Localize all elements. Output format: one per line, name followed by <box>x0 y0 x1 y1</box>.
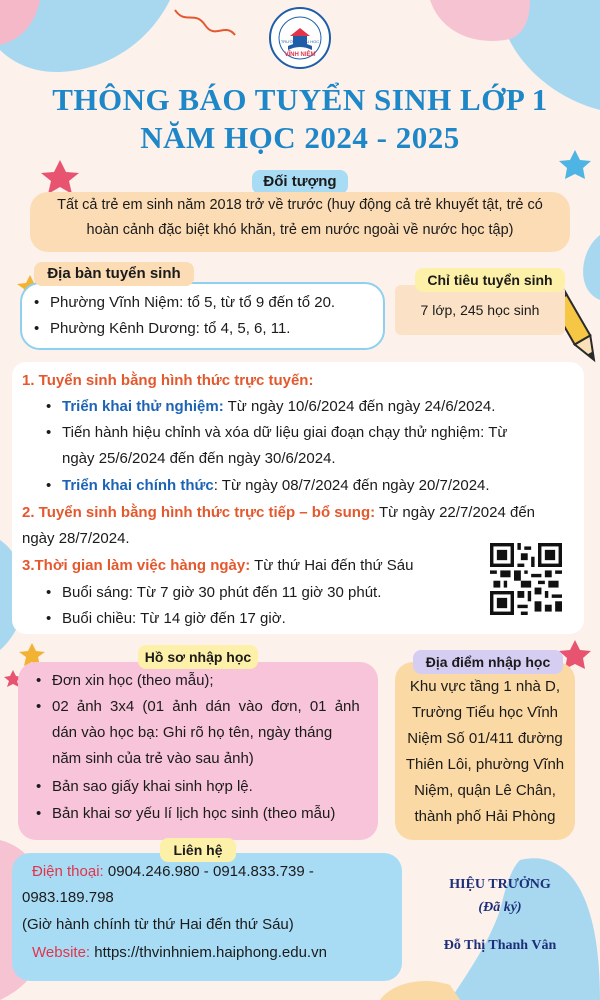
section3-text: Từ thứ Hai đến thứ Sáu <box>250 557 414 574</box>
ho-so-item-2-line1: • 02 ảnh 3x4 (01 ảnh dán vào đơn, 01 ảnh <box>52 698 360 715</box>
lien-he-label: Liên hệ <box>160 838 236 862</box>
lien-he-website-label: Website: <box>32 944 91 961</box>
dia-ban-item-2: • Phường Kênh Dương: tổ 4, 5, 6, 11. <box>50 320 290 337</box>
section2-text: Từ ngày 22/7/2024 đến <box>375 504 536 521</box>
section1-item-a <box>62 398 495 415</box>
section1-item-c-text: : Từ ngày 08/7/2024 đến ngày 20/7/2024. <box>213 477 490 494</box>
lien-he-phone-label: Điện thoại: <box>32 863 104 880</box>
signature-name: Đỗ Thị Thanh Vân <box>443 938 557 953</box>
dia-diem-line-3: Niệm Số 01/411 đường <box>407 730 563 747</box>
dia-ban-box <box>20 282 385 350</box>
section1-item-c-label: Triển khai chính thức <box>62 477 214 494</box>
section1-item-c <box>62 477 490 494</box>
chi-tieu-value: 7 lớp, 245 học sinh <box>420 302 540 318</box>
chi-tieu-label: Chỉ tiêu tuyển sinh <box>415 268 565 292</box>
section2-title: 2. Tuyển sinh bằng hình thức trực tiếp – bổ sung: <box>22 504 376 521</box>
page-title-line2: NĂM HỌC 2024 - 2025 <box>140 120 460 155</box>
ho-so-item-3: • Bản sao giấy khai sinh hợp lệ. <box>52 778 253 795</box>
doi-tuong-line1: Tất cả trẻ em sinh năm 2018 trở về trước (huy động cả trẻ khuyết tật, trẻ có <box>57 197 543 213</box>
dia-diem-line-5: Niệm, quận Lê Chân, <box>414 782 556 799</box>
lien-he-website <box>32 944 327 961</box>
dia-ban-label: Địa bàn tuyển sinh <box>34 262 194 286</box>
section1-item-b-line1: • Tiến hành hiệu chỉnh và xóa dữ liệu giai đoạn chạy thử nghiệm: Từ <box>62 424 507 441</box>
lien-he-phone-value[interactable]: 0904.246.980 - 0914.833.739 - <box>103 863 314 880</box>
section3 <box>22 557 413 574</box>
doi-tuong-line2: hoàn cảnh đặc biệt khó khăn, trẻ em nước ngoài về nước học tập) <box>86 222 514 238</box>
ho-so-item-4: • Bản khai sơ yếu lí lịch học sinh (theo mẫu) <box>52 805 335 822</box>
doi-tuong-label: Đối tượng <box>252 170 348 194</box>
logo-school-name: VĨNH NIỆM <box>284 52 316 58</box>
section1-item-a-label: Triển khai thử nghiệm: <box>62 398 224 415</box>
section1-item-a-text: Từ ngày 10/6/2024 đến ngày 24/6/2024. <box>223 398 496 415</box>
section2 <box>22 504 535 521</box>
section3-title: 3.Thời gian làm việc hàng ngày: <box>22 557 251 574</box>
page-title-line1: THÔNG BÁO TUYỂN SINH LỚP 1 <box>52 82 548 117</box>
logo-small-text: TRƯỜNG TIỂU HỌC <box>280 39 320 44</box>
ho-so-item-2-line2: dán vào học bạ: Ghi rõ họ tên, ngày tháng <box>52 724 333 741</box>
section3-afternoon: • Buổi chiều: Từ 14 giờ đến 17 giờ. <box>62 610 286 627</box>
dia-diem-label: Địa điểm nhập học <box>413 650 563 674</box>
section2-line2: ngày 28/7/2024. <box>22 530 130 547</box>
dia-diem-line-4: Thiên Lôi, phường Vĩnh <box>405 756 565 773</box>
lien-he-website-link[interactable]: https://thvinhniem.haiphong.edu.vn <box>90 944 327 961</box>
section1-item-b-line2: ngày 25/6/2024 đến đến ngày 30/6/2024. <box>62 450 336 467</box>
section3-morning: • Buổi sáng: Từ 7 giờ 30 phút đến 11 giờ 30 phút. <box>62 584 381 601</box>
qr-code[interactable] <box>490 543 562 615</box>
dia-ban-item-1: • Phường Vĩnh Niệm: tổ 5, từ tổ 9 đến tổ 20. <box>50 294 335 311</box>
lien-he-hours: (Giờ hành chính từ thứ Hai đến thứ Sáu) <box>22 916 294 933</box>
dia-diem-line-6: thành phố Hải Phòng <box>414 808 556 825</box>
signature-status: (Đã ký) <box>478 900 522 915</box>
ho-so-item-1: • Đơn xin học (theo mẫu); <box>52 672 214 689</box>
lien-he-phone <box>32 863 314 880</box>
ho-so-label: Hồ sơ nhập học <box>138 645 258 669</box>
lien-he-phone-line2[interactable]: 0983.189.798 <box>22 889 114 906</box>
dia-diem-line-1: Khu vực tầng 1 nhà D, <box>409 678 561 695</box>
school-logo-emblem <box>268 6 332 70</box>
signature-role: HIỆU TRƯỞNG <box>449 877 551 892</box>
ho-so-item-2-line3: năm sinh của trẻ vào sau ảnh) <box>52 750 254 767</box>
section1-title: 1. Tuyển sinh bằng hình thức trực tuyến: <box>22 372 314 389</box>
school-logo <box>268 6 332 70</box>
dia-diem-line-2: Trường Tiểu học Vĩnh <box>411 704 559 721</box>
